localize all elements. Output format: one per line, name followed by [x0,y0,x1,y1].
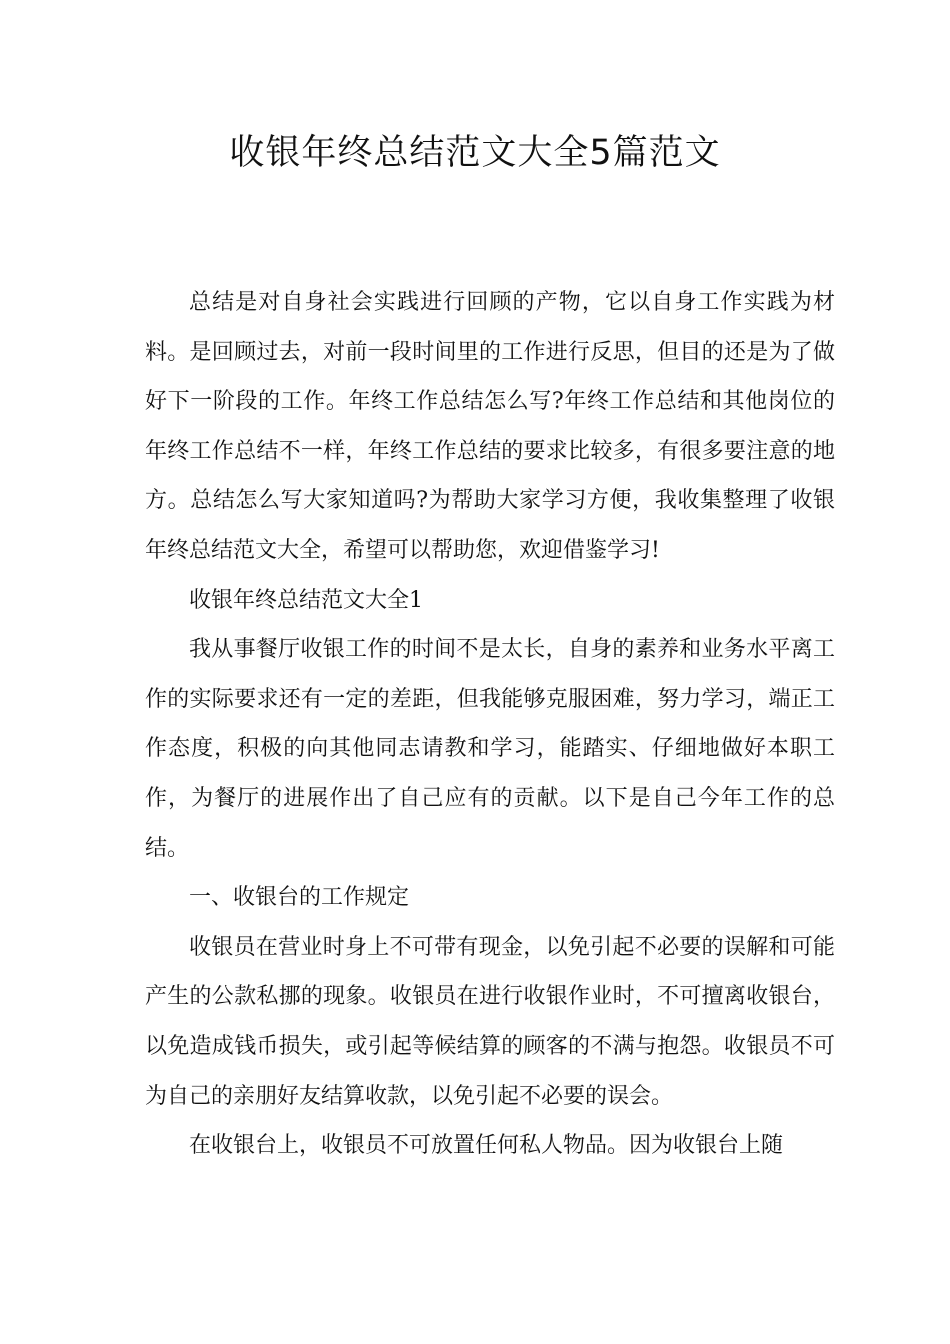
body-paragraph: 收银员在营业时身上不可带有现金，以免引起不必要的误解和可能产生的公款私挪的现象。收银员在进行收银作业时，不可擅离收银台，以免造成钱币损失，或引起等候结算的顾客的不满与抱怨。收银员不可为自己的亲朋好友结算收款，以免引起不必要的误会。 [145,934,835,1109]
body-paragraph: 我从事餐厅收银工作的时间不是太长，自身的素养和业务水平离工作的实际要求还有一定的差距，但我能够克服困难，努力学习，端正工作态度，积极的向其他同志请教和学习，能踏实、仔细地做好本职工作，为餐厅的进展作出了自己应有的贡献。以下是自己今年工作的总结。 [145,637,835,861]
section-heading-1: 收银年终总结范文大全1 [189,587,423,613]
intro-paragraph: 总结是对自身社会实践进行回顾的产物，它以自身工作实践为材料。是回顾过去，对前一段时间里的工作进行反思，但目的还是为了做好下一阶段的工作。年终工作总结怎么写?年终工作总结和其他岗位的年终工作总结不一样，年终工作总结的要求比较多，有很多要注意的地方。总结怎么写大家知道吗?为帮助大家学习方便，我收集整理了收银年终总结范文大全，希望可以帮助您，欢迎借鉴学习! [145,290,835,563]
subsection-heading: 一、收银台的工作规定 [189,885,410,911]
document-body [145,278,835,1171]
body-paragraph: 在收银台上，收银员不可放置任何私人物品。因为收银台上随 [189,1133,784,1159]
document-title: 收银年终总结范文大全5篇范文 [229,133,721,173]
